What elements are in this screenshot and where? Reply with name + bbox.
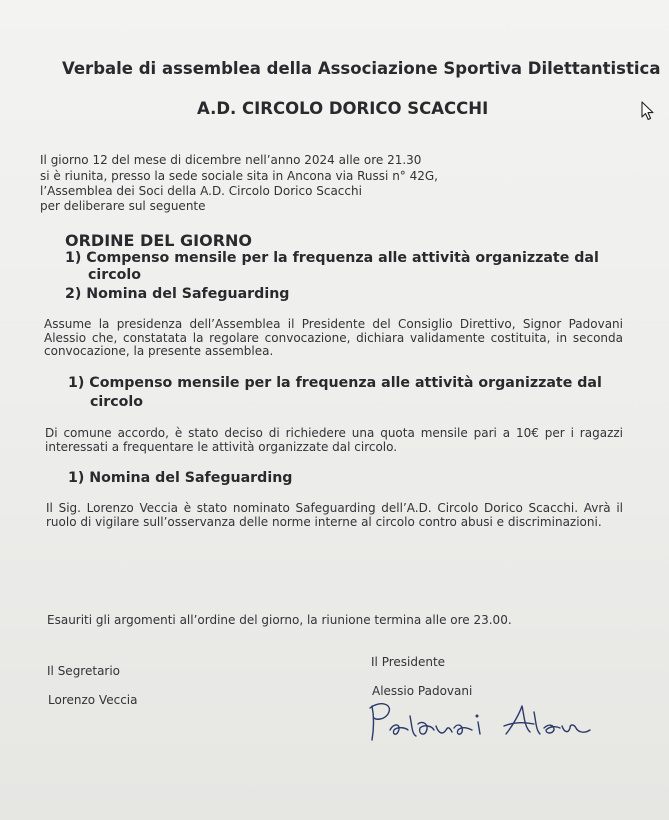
document-title: Verbale di assemblea della Associazione Sportiva Dilettantistica [62, 59, 661, 78]
section-2-heading: 1) Nomina del Safeguarding [68, 470, 293, 486]
closing-statement: Esauriti gli argomenti all’ordine del giorno, la riunione termina alle ore 23.00. [47, 613, 512, 627]
organization-name: A.D. CIRCOLO DORICO SCACCHI [197, 99, 489, 118]
intro-line-3: l’Assemblea dei Soci della A.D. Circolo Dorico Scacchi [40, 184, 362, 198]
agenda-item-1: 1) Compenso mensile per la frequenza alle attività organizzate dal [65, 250, 599, 266]
secretary-name: Lorenzo Veccia [48, 693, 138, 707]
section-2-text: Il Sig. Lorenzo Veccia è stato nominato Safeguarding dell’A.D. Circolo Dorico Scacchi. Avrà il ruolo di vigilare sull’osservanza delle norme interne al circolo contro abusi e discriminazioni. [46, 501, 623, 529]
president-name: Alessio Padovani [372, 684, 473, 698]
presidency-paragraph: Assume la presidenza dell’Assemblea il Presidente del Consiglio Direttivo, Signor Padovani Alessio che, constatata la regolare convocazione, dichiara validamente costituita, in seconda convocazione, la presente assemblea. [44, 317, 623, 358]
intro-line-2: si è riunita, presso la sede sociale sita in Ancona via Russi n° 42G, [40, 169, 438, 183]
president-role: Il Presidente [371, 655, 446, 669]
section-1-heading: 1) Compenso mensile per la frequenza alle attività organizzate dal [68, 375, 602, 391]
agenda-item-1-cont: circolo [88, 267, 142, 283]
secretary-role: Il Segretario [47, 664, 121, 678]
intro-line-4: per deliberare sul seguente [40, 199, 206, 213]
section-1-text: Di comune accordo, è stato deciso di richiedere una quota mensile pari a 10€ per i ragazzi interessati a frequentare le attività organizzate dal circolo. [45, 426, 623, 454]
mouse-pointer-icon [641, 101, 655, 121]
section-1-heading-cont: circolo [90, 394, 144, 410]
president-signature [364, 694, 604, 754]
agenda-item-2: 2) Nomina del Safeguarding [65, 286, 290, 302]
agenda-heading: ORDINE DEL GIORNO [65, 231, 253, 250]
intro-line-1: Il giorno 12 del mese di dicembre nell’anno 2024 alle ore 21.30 [40, 153, 422, 167]
